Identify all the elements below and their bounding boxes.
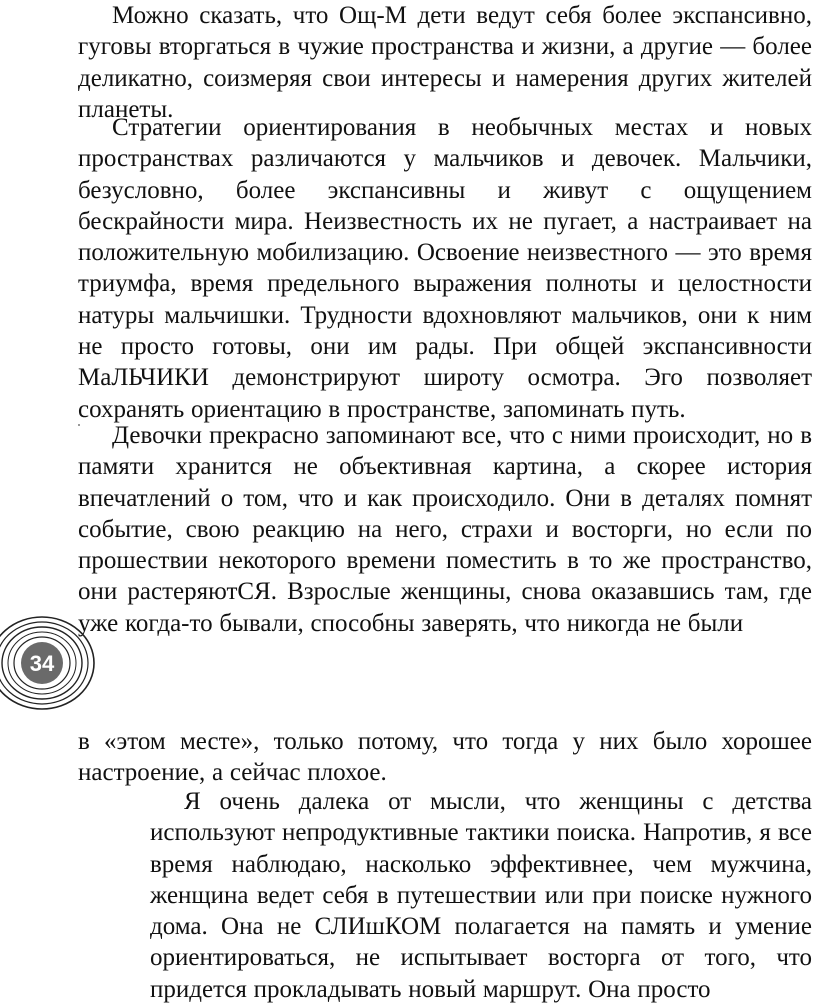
page-number-badge [0, 607, 100, 717]
paragraph-3: Девочки прекрасно запоминают все, что с ними происходит, но в памяти хранится не объективная картина, а скорее история впечатлений о том, что и как происходило. Они в деталях помнят событие, свою реакцию на него, страхи и восторги, но если по прошествии некоторого времени поместить в то же пространство, они растеряютСЯ. Взрослые женщины, снова оказавшись там, где уже когда-то бывали, способны заверять, что никогда не были [78, 422, 812, 637]
paragraph-1: Можно сказать, что Ощ-М дети ведут себя более экспансивно, гуговы вторгаться в чужие пространства и жизни, а другие — более деликатно, соизмеряя свои интересы и намерения других жителей планеты. [78, 2, 812, 123]
page-number: 34 [29, 651, 55, 676]
paragraph-2: Стратегии ориентирования в необычных местах и новых пространствах различаются у мальчиков и девочек. Мальчики, безусловно, более экспансивны и живут с ощущением бескрайности мира. Неизвестность их не пугает, а настраивает на положительную мобилизацию. Освоение неизвестного — это время триумфа, время предельного выражения полноты и целостности натуры мальчишки. Трудности вдохновляют мальчиков, они к ним не просто готовы, они им рады. При общей экспансивности МаЛЬЧИКИ демонстрируют широту осмотра. Эго позволяет сохранять ориентацию в пространстве, запоминать путь. [78, 114, 812, 423]
paragraph-4: в «этом месте», только потому, что тогда у них было хорошее настроение, а сейчас плохое. [78, 728, 812, 787]
paragraph-5: Я очень далека от мысли, что женщины с детства используют непродуктивные тактики поиска. Напротив, я все время наблюдаю, насколько эффективнее, чем мужчина, женщина ведет себя в путешествии или при поиске нужного дома. Она не СЛИшКОМ полагается на память и умение ориентироваться, не испытывает восторга от того, что придется прокладывать новый маршрут. Она просто [150, 788, 812, 1003]
